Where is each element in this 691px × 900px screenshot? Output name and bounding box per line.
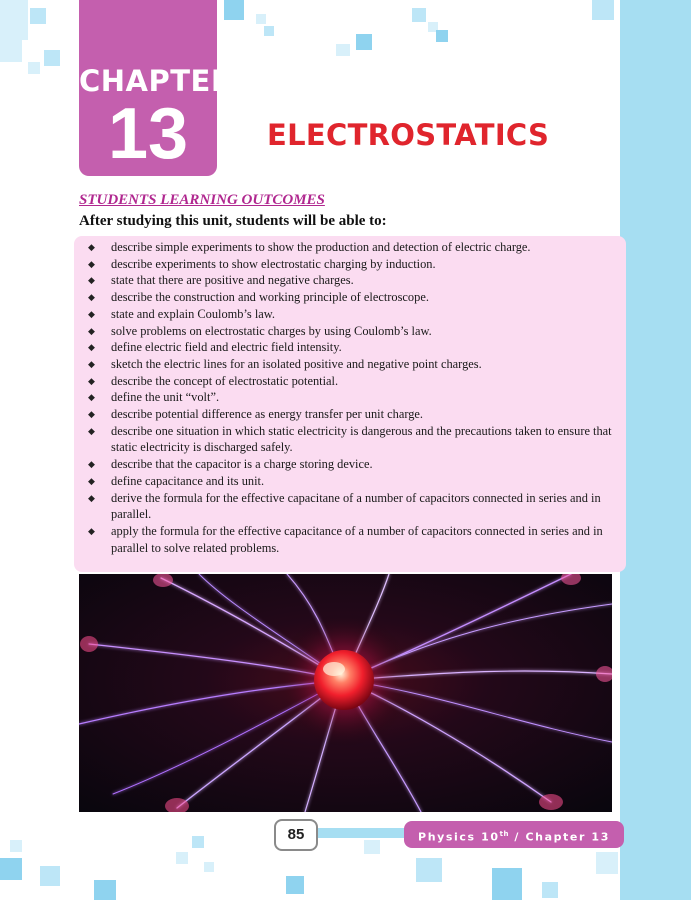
plasma-ball-image bbox=[79, 574, 612, 812]
diamond-bullet-icon: ◆ bbox=[88, 325, 95, 336]
diamond-bullet-icon: ◆ bbox=[88, 292, 95, 303]
list-item: ◆ sketch the electric lines for an isolated positive and negative point charges. bbox=[88, 356, 482, 371]
outcomes-intro: After studying this unit, students will be able to: bbox=[79, 213, 387, 229]
chapter-reference: / Chapter 13 bbox=[508, 830, 610, 844]
page-number: 85 bbox=[274, 819, 318, 851]
diamond-bullet-icon: ◆ bbox=[88, 409, 95, 420]
list-item: ◆ describe the construction and working principle of electroscope. bbox=[88, 290, 429, 305]
list-item: ◆ describe the concept of electrostatic potential. bbox=[88, 373, 339, 388]
diamond-bullet-icon: ◆ bbox=[88, 308, 95, 319]
list-item: ◆ define the unit “volt”. bbox=[88, 390, 220, 405]
list-item: ◆ define capacitance and its unit. bbox=[88, 473, 265, 488]
list-item: ◆ describe one situation in which static electricity is dangerous and the precautions taken to ensure that static electricity is discharged safely. bbox=[88, 423, 612, 455]
list-item: ◆ describe potential difference as energy transfer per unit charge. bbox=[88, 407, 424, 422]
diamond-bullet-icon: ◆ bbox=[88, 342, 95, 353]
right-sidebar-strip bbox=[620, 0, 691, 900]
list-item: ◆ describe experiments to show electrostatic charging by induction. bbox=[88, 256, 436, 271]
list-item: ◆ solve problems on electrostatic charges by using Coulomb’s law. bbox=[88, 323, 432, 338]
diamond-bullet-icon: ◆ bbox=[88, 459, 95, 470]
chapter-label: CHAPTER bbox=[79, 64, 234, 98]
diamond-bullet-icon: ◆ bbox=[88, 425, 95, 436]
diamond-bullet-icon: ◆ bbox=[88, 258, 95, 269]
diamond-bullet-icon: ◆ bbox=[88, 358, 95, 369]
chapter-tab bbox=[79, 0, 234, 176]
outcomes-list bbox=[88, 239, 616, 556]
list-item: ◆ describe simple experiments to show the production and detection of electric charge. bbox=[88, 240, 531, 254]
diamond-bullet-icon: ◆ bbox=[88, 475, 95, 486]
diamond-bullet-icon: ◆ bbox=[88, 242, 95, 252]
list-item: ◆ define electric field and electric field intensity. bbox=[88, 340, 342, 355]
diamond-bullet-icon: ◆ bbox=[88, 275, 95, 286]
diamond-bullet-icon: ◆ bbox=[88, 492, 95, 503]
list-item: ◆ apply the formula for the effective capacitance of a number of capacitors connected in series and in parallel to solve related problems. bbox=[88, 523, 603, 555]
book-title: Physics 10 bbox=[418, 830, 500, 844]
chapter-number: 13 bbox=[107, 94, 189, 174]
list-item: ◆ state and explain Coulomb’s law. bbox=[88, 306, 276, 321]
diamond-bullet-icon: ◆ bbox=[88, 525, 95, 536]
book-grade-suffix: th bbox=[499, 830, 509, 838]
footer-book-label bbox=[404, 821, 624, 848]
list-item: ◆ describe that the capacitor is a charge storing device. bbox=[88, 457, 373, 472]
list-item: ◆ state that there are positive and negative charges. bbox=[88, 273, 354, 288]
chapter-title: ELECTROSTATICS bbox=[267, 118, 550, 152]
list-item: ◆ derive the formula for the effective capacitane of a number of capacitors connected in series and in parallel. bbox=[88, 490, 601, 522]
diamond-bullet-icon: ◆ bbox=[88, 392, 95, 403]
outcomes-heading: STUDENTS LEARNING OUTCOMES bbox=[79, 192, 325, 208]
diamond-bullet-icon: ◆ bbox=[88, 375, 95, 386]
